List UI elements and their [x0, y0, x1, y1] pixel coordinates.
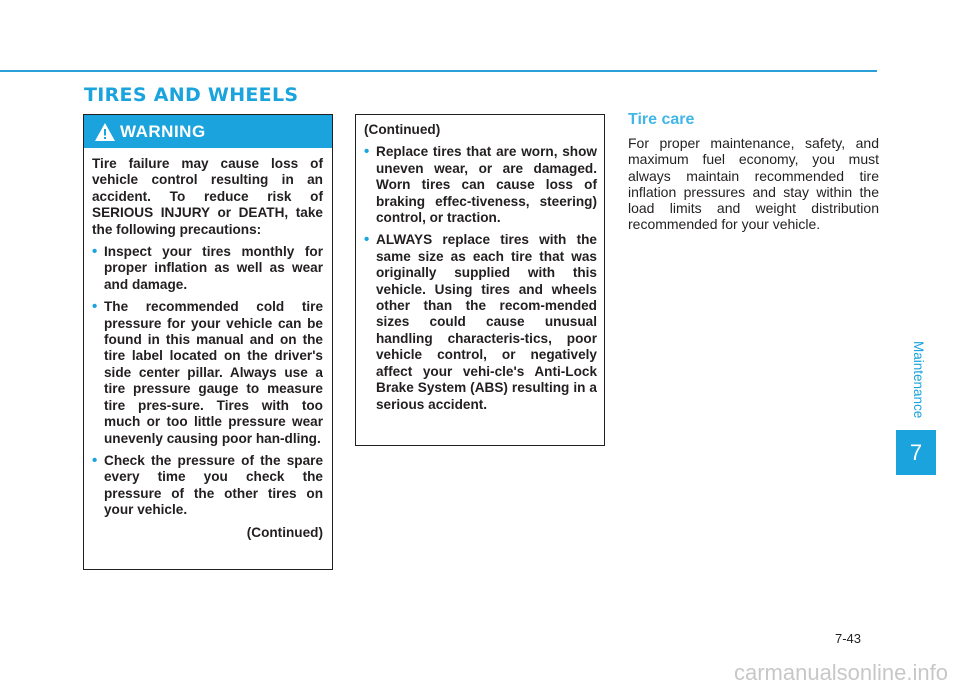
warning-bullet: • Inspect your tires monthly for proper inflation as well as wear and damage.: [92, 244, 323, 293]
continued-bullet: • Replace tires that are worn, show uneven wear, or are damaged. Worn tires can cause loss of braking effec-tiveness, steering) control, or traction.: [364, 144, 597, 226]
continued-bullet-list: [364, 144, 597, 413]
chapter-tab: [896, 430, 936, 475]
warning-bullet: • Check the pressure of the spare every time you check the pressure of the other tires on your vehicle.: [92, 453, 323, 519]
continued-footer: (Continued): [246, 524, 323, 540]
continued-bullet: • ALWAYS replace tires with the same size as each tire that was originally supplied with this vehicle. Using tires and wheels other than the recom-mended sizes could cause unusual handling characteris-tics, poor vehicle control, or negatively affect your vehi-cle's Anti-Lock Brake System (ABS) resulting in a serious accident.: [364, 232, 597, 412]
page-number: 7-43: [835, 631, 862, 646]
chapter-side-label: Maintenance: [911, 341, 926, 419]
warning-bullet-list: [92, 244, 323, 519]
warning-bullet: • The recommended cold tire pressure for your vehicle can be found in this manual and on the tire label located on the driver's side center pillar. Always use a tire pressure gauge to measure tire pres-sure. Tires with too much or too little pressure wear unevenly causing poor han-dling.: [92, 299, 323, 447]
warning-box: [83, 114, 333, 570]
watermark: carmanualsonline.info: [733, 660, 948, 685]
tire-care-body: For proper maintenance, safety, and maximum fuel economy, you must always maintain recommended tire inflation pressures and stay within the load limits and weight distribution recommended for your vehicle.: [628, 135, 879, 233]
warning-content: [84, 148, 332, 541]
chapter-number: 7: [909, 439, 923, 465]
warning-heading: WARNING: [120, 121, 206, 141]
continued-warning-box: [355, 114, 605, 446]
warning-intro: Tire failure may cause loss of vehicle control resulting in an accident. To reduce risk of SERIOUS INJURY or DEATH, take the following precautions:: [92, 156, 323, 237]
warning-header: [84, 115, 332, 148]
top-rule: [0, 70, 877, 72]
warning-triangle-icon: [94, 122, 116, 142]
tire-care-heading: Tire care: [628, 111, 695, 128]
continued-header: (Continued): [364, 122, 441, 137]
continued-content: [356, 115, 604, 413]
section-title: TIRES AND WHEELS: [84, 84, 299, 106]
